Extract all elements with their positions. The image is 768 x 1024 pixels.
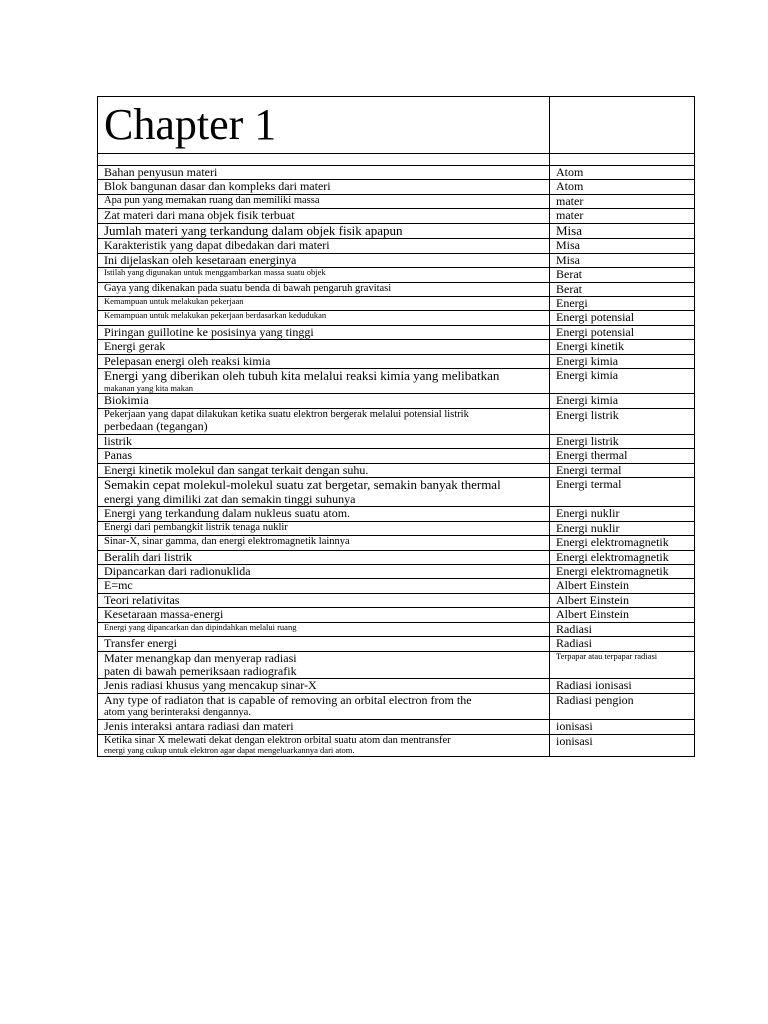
term-cell [98, 369, 550, 394]
table-row [98, 651, 695, 679]
answer-cell: Atom [550, 166, 695, 180]
spacer-row [98, 154, 695, 166]
answer-cell: Energi nuklir [550, 521, 695, 535]
term-cell [98, 651, 550, 679]
term-line: Mater menangkap dan menyerap radiasi [104, 651, 297, 665]
answer-cell: Radiasi ionisasi [550, 679, 695, 693]
answer-cell: Energi [550, 297, 695, 311]
term-cell: Sinar-X, sinar gamma, dan energi elektromagnetik lainnya [98, 536, 550, 550]
term-line: Any type of radiaton that is capable of removing an orbital electron from the [104, 693, 472, 707]
table-row [98, 340, 695, 354]
table-row [98, 209, 695, 223]
answer-cell: Radiasi [550, 637, 695, 651]
term-cell: Kemampuan untuk melakukan pekerjaan [98, 297, 550, 311]
table-row [98, 239, 695, 253]
answer-cell: Energi listrik [550, 408, 695, 434]
answer-cell: Energi potensial [550, 325, 695, 339]
term-cell: Jenis radiasi khusus yang mencakup sinar-X [98, 679, 550, 693]
table-row [98, 521, 695, 535]
answer-cell: ionisasi [550, 734, 695, 756]
answer-cell: Energi potensial [550, 311, 695, 325]
answer-cell: Energi elektromagnetik [550, 536, 695, 550]
answer-cell: Albert Einstein [550, 608, 695, 622]
answer-cell: Energi termal [550, 463, 695, 477]
term-line: atom yang berinteraksi dengannya. [104, 707, 251, 719]
table-row [98, 354, 695, 368]
term-cell: Energi dari pembangkit listrik tenaga nuklir [98, 521, 550, 535]
term-cell: Istilah yang digunakan untuk menggambarkan massa suatu objek [98, 268, 550, 282]
table-row [98, 536, 695, 550]
table-row [98, 720, 695, 734]
term-line: energi yang cukup untuk elektron agar dapat mengeluarkannya dari atom. [104, 745, 355, 756]
term-cell: Energi yang terkandung dalam nukleus suatu atom. [98, 507, 550, 521]
term-cell: Zat materi dari mana objek fisik terbuat [98, 209, 550, 223]
glossary-table [97, 96, 695, 757]
answer-cell: Atom [550, 180, 695, 194]
table-row [98, 622, 695, 636]
table-row [98, 463, 695, 477]
table-row [98, 223, 695, 239]
term-cell: Karakteristik yang dapat dibedakan dari materi [98, 239, 550, 253]
answer-cell: Energi kimia [550, 369, 695, 394]
term-cell [98, 693, 550, 719]
answer-cell: Terpapar atau terpapar radiasi [550, 651, 695, 679]
answer-cell: Misa [550, 253, 695, 267]
answer-cell: mater [550, 194, 695, 208]
table-row [98, 180, 695, 194]
answer-cell: Misa [550, 239, 695, 253]
table-row [98, 282, 695, 296]
table-row [98, 564, 695, 578]
answer-cell: Radiasi [550, 622, 695, 636]
table-row [98, 194, 695, 208]
table-row [98, 507, 695, 521]
answer-cell: Energi elektromagnetik [550, 550, 695, 564]
term-cell: Transfer energi [98, 637, 550, 651]
answer-cell: Berat [550, 282, 695, 296]
term-cell: Gaya yang dikenakan pada suatu benda di bawah pengaruh gravitasi [98, 282, 550, 296]
term-cell: Jenis interaksi antara radiasi dan materi [98, 720, 550, 734]
term-line: Ketika sinar X melewati dekat dengan elektron orbital suatu atom dan mentransfer [104, 734, 451, 746]
table-row [98, 449, 695, 463]
answer-cell: mater [550, 209, 695, 223]
term-cell: Dipancarkan dari radionuklida [98, 564, 550, 578]
term-cell: Beralih dari listrik [98, 550, 550, 564]
answer-cell: Misa [550, 223, 695, 239]
table-row [98, 679, 695, 693]
answer-cell: Energi thermal [550, 449, 695, 463]
table-row [98, 268, 695, 282]
term-cell [98, 408, 550, 434]
chapter-title: Chapter 1 [98, 97, 550, 154]
term-cell: Kesetaraan massa-energi [98, 608, 550, 622]
table-row [98, 579, 695, 593]
term-cell: Bahan penyusun materi [98, 166, 550, 180]
table-row [98, 297, 695, 311]
term-line: Pekerjaan yang dapat dilakukan ketika suatu elektron bergerak melalui potensial listrik [104, 408, 469, 420]
term-cell [98, 478, 550, 507]
term-cell: Blok bangunan dasar dan kompleks dari materi [98, 180, 550, 194]
answer-cell: Energi nuklir [550, 507, 695, 521]
term-line: perbedaan (tegangan) [104, 419, 208, 434]
term-cell: Panas [98, 449, 550, 463]
term-cell: Teori relativitas [98, 593, 550, 607]
table-row [98, 311, 695, 325]
table-row [98, 166, 695, 180]
table-row [98, 325, 695, 339]
answer-cell: Energi elektromagnetik [550, 564, 695, 578]
answer-cell: Energi kinetik [550, 340, 695, 354]
answer-cell: Energi listrik [550, 434, 695, 448]
term-cell: Jumlah materi yang terkandung dalam objek fisik apapun [98, 223, 550, 239]
table-row [98, 369, 695, 394]
term-cell: Apa pun yang memakan ruang dan memiliki massa [98, 194, 550, 208]
term-line: paten di bawah pemeriksaan radiografik [104, 664, 297, 679]
term-cell: Kemampuan untuk melakukan pekerjaan berdasarkan kedudukan [98, 311, 550, 325]
table-row [98, 593, 695, 607]
term-cell [98, 734, 550, 756]
table-row [98, 734, 695, 756]
table-row [98, 693, 695, 719]
term-line: makanan yang kita makan [104, 382, 193, 393]
term-cell: Pelepasan energi oleh reaksi kimia [98, 354, 550, 368]
table-row [98, 478, 695, 507]
term-line: Energi yang diberikan oleh tubuh kita melalui reaksi kimia yang melibatkan [104, 368, 500, 384]
title-empty-cell [550, 97, 695, 154]
term-cell: Ini dijelaskan oleh kesetaraan energinya [98, 253, 550, 267]
answer-cell: Energi kimia [550, 394, 695, 408]
term-cell: Energi gerak [98, 340, 550, 354]
answer-cell: Radiasi pengion [550, 693, 695, 719]
term-cell: E=mc [98, 579, 550, 593]
table-row [98, 637, 695, 651]
term-cell: Energi yang dipancarkan dan dipindahkan melalui ruang [98, 622, 550, 636]
table-row [98, 434, 695, 448]
answer-cell: Albert Einstein [550, 579, 695, 593]
table-row [98, 550, 695, 564]
table-row [98, 394, 695, 408]
title-row [98, 97, 695, 154]
term-line: energi yang dimiliki zat dan semakin tinggi suhunya [104, 491, 356, 506]
answer-cell: Albert Einstein [550, 593, 695, 607]
term-line: Semakin cepat molekul-molekul suatu zat bergetar, semakin banyak thermal [104, 477, 501, 493]
term-cell: Piringan guillotine ke posisinya yang tinggi [98, 325, 550, 339]
table-row [98, 253, 695, 267]
answer-cell: ionisasi [550, 720, 695, 734]
answer-cell: Energi kimia [550, 354, 695, 368]
term-cell: Energi kinetik molekul dan sangat terkait dengan suhu. [98, 463, 550, 477]
term-cell: Biokimia [98, 394, 550, 408]
table-row [98, 608, 695, 622]
answer-cell: Berat [550, 268, 695, 282]
answer-cell: Energi termal [550, 478, 695, 507]
term-cell: listrik [98, 434, 550, 448]
table-row [98, 408, 695, 434]
